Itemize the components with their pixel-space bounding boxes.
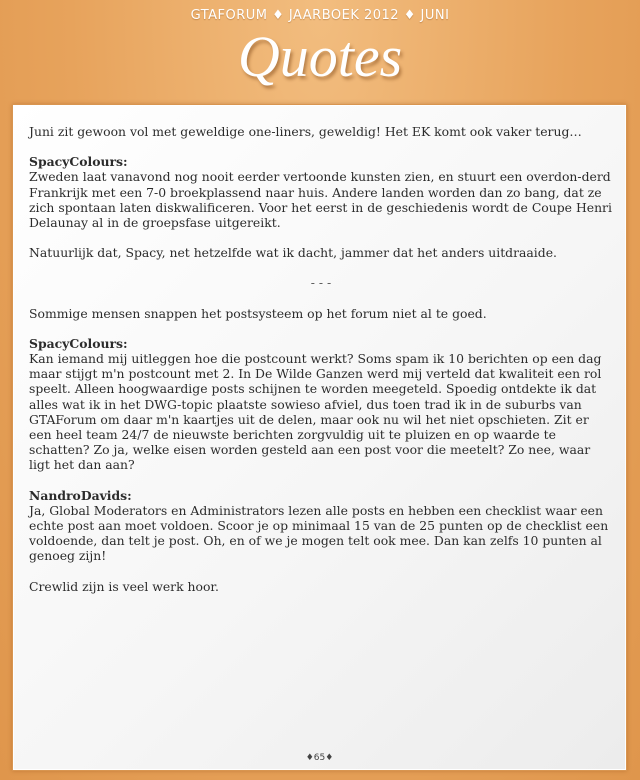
content-panel (12, 104, 627, 771)
intro-text: Juni zit gewoon vol met geweldige one-liners, geweldig! Het EK komt ook vaker terug… (29, 124, 582, 139)
page-title: Quotes (237, 24, 403, 89)
section-divider: - - - (310, 275, 332, 291)
article-body (29, 124, 613, 594)
intro-text: Sommige mensen snappen het postsysteem op het forum niet al te goed. (29, 305, 487, 321)
closing-text: Crewlid zijn is veel werk hoor. (29, 578, 219, 594)
quote-author: SpacyColours: (29, 335, 128, 351)
quote-author: NandroDavids: (29, 487, 132, 503)
quote-text: Zweden laat vanavond nog nooit eerder vertoonde kunsten zien, en stuurt een overdon-derd Frankrijk met een 7-0 broekplassend naar huis. Andere landen worden dan zo bang, dat ze zich spontaan laten diskwalificeren. Voor het eerst in de geschiedenis wordt de Coupe Henri Delaunay al in de groepsfase uitgereikt. (29, 169, 612, 231)
page-number: ♦65♦ (305, 753, 334, 763)
quote-text: Ja, Global Moderators en Administrators lezen alle posts en hebben een checklist waar een echte post aan moet voldoen. Scoor je op minimaal 15 van de 25 punten op de checklist een voldoende, dan telt je post. Oh, en of we je mogen telt ook mee. Dan kan zelfs 10 punten al genoeg zijn! (29, 502, 609, 564)
header-line: GTAFORUM ♦ JAARBOEK 2012 ♦ JUNI (190, 8, 450, 23)
reply-text: Natuurlijk dat, Spacy, net hetzelfde wat ik dacht, jammer dat het anders uitdraaide. (29, 245, 557, 261)
quote-author: SpacyColours: (29, 154, 128, 170)
quote-text: Kan iemand mij uitleggen hoe die postcount werkt? Soms spam ik 10 berichten op een dag maar stijgt m'n postcount met 2. In De Wilde Ganzen werd mij verteld dat kwaliteit een rol speelt. Alleen hoogwaardige posts schijnen te worden meegeteld. Spoedig ontdekte ik dat alles wat ik in het DWG-topic plaatste sowieso afviel, dus toen trad ik in de suburbs van GTAForum om daar m'n kaartjes uit de delen, maar ook nu wil het niet opschieten. Zit er een heel team 24/7 de nieuwste berichten zorgvuldig uit te pluizen en op waarde te schatten? Zo ja, welke eisen worden gesteld aan een post voor die meetelt? Zo nee, waar ligt het dan aan? (29, 351, 602, 473)
